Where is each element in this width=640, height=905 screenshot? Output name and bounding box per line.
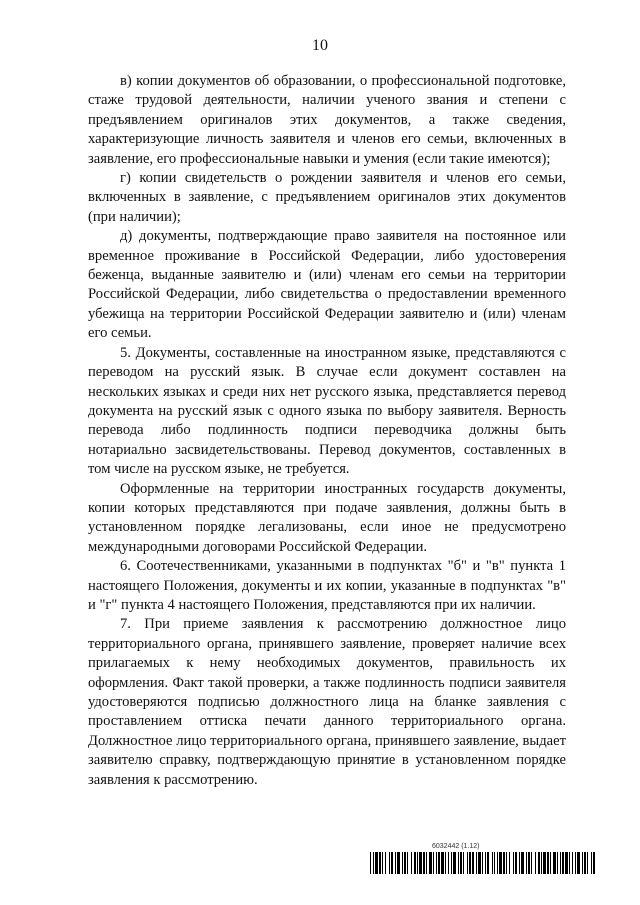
page-number: 10 (312, 37, 328, 54)
barcode-icon (370, 852, 596, 874)
paragraph-clause-7: 7. При приеме заявления к рассмотрению должностное лицо территориального органа, принявшего заявление, проверяет наличие всех прилагаемых к нему необходимых документов, правильность их оформления. Факт такой проверки, а также подлинность подписи заявителя удостоверяются подписью должностного лица на бланке заявления с проставлением оттиска печати данного территориального органа. Должностное лицо территориального органа, принявшего заявление, выдает заявителю справку, подтверждающую принятие в установленном порядке заявления к рассмотрению. (88, 616, 566, 788)
document-body (88, 72, 566, 790)
paragraph-legalization: Оформленные на территории иностранных государств документы, копии которых представляются при подаче заявления, должны быть в установленном порядке легализованы, если иное не предусмотрено международными договорами Российской Федерации. (88, 480, 566, 555)
paragraph-item-g: г) копии свидетельств о рождении заявителя и членов его семьи, включенных в заявление, с предъявлением оригиналов этих документов (при наличии); (88, 170, 566, 225)
paragraph-clause-6: 6. Соотечественниками, указанными в подпунктах "б" и "в" пункта 1 настоящего Положения, документы и их копии, указанные в подпунктах "в" и "г" пункта 4 настоящего Положения, представляются при их наличии. (88, 558, 566, 613)
paragraph-item-v: в) копии документов об образовании, о профессиональной подготовке, стаже трудовой деятельности, наличии ученого звания и степени с предъявлением оригиналов этих документов, а также сведения, характеризующие личность заявителя и членов его семьи, включенных в заявление, его профессиональные навыки и умения (если такие имеются); (88, 73, 566, 167)
form-code: 6032442 (1.12) (432, 843, 480, 850)
paragraph-item-d: д) документы, подтверждающие право заявителя на постоянное или временное проживание в Российской Федерации, либо удостоверения беженца, выданные заявителю и (или) членам его семьи на территории Российской Федерации, либо свидетельства о предоставлении временного убежища на территории Российской Федерации заявителю и (или) членам его семьи. (88, 228, 566, 342)
paragraph-clause-5: 5. Документы, составленные на иностранном языке, представляются с переводом на русский язык. В случае если документ составлен на нескольких языках и среди них нет русского языка, представляется перевод документа на русский язык с одного языка по выбору заявителя. Верность перевода либо подлинность подписи переводчика должны быть нотариально засвидетельствованы. Перевод документов, составленных в том числе на русском языке, не требуется. (88, 344, 566, 478)
